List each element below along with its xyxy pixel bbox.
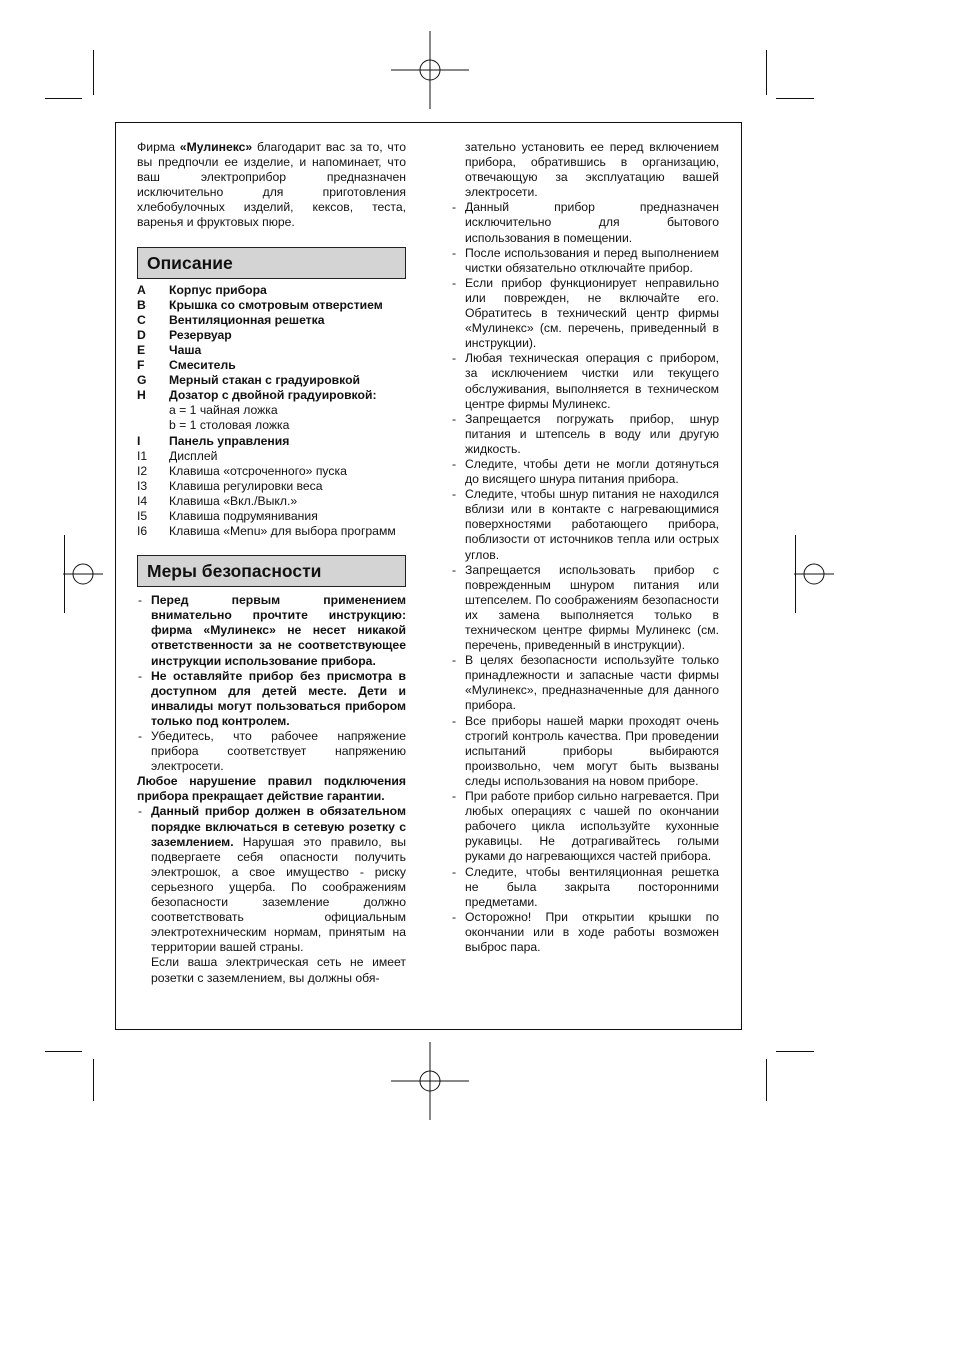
part-key: D: [137, 327, 146, 342]
list-item: - В целях безопасности используйте только принадлежности и запасные части фирмы «Мулинекс», предназначенные для данного прибора.: [451, 653, 719, 713]
part-label: Дозатор с двойной градуировкой:: [169, 388, 377, 403]
description-heading: Описание: [137, 247, 406, 279]
parts-item: [137, 358, 406, 373]
parts-item: [137, 388, 406, 403]
crop-mark: [93, 50, 94, 95]
part-key: I3: [137, 478, 148, 493]
parts-item: [137, 343, 406, 358]
parts-item: [137, 464, 406, 479]
registration-mark-icon: [391, 1042, 469, 1120]
list-item: - Следите, чтобы шнур питания не находился вблизи или в контакте с нагревающимися поверхностями работающего прибора, поблизости от источников тепла или острых углов.: [451, 487, 719, 562]
right-column: [451, 140, 719, 955]
warranty-warning: Любое нарушение правил подключения прибора прекращает действие гарантии.: [137, 774, 406, 804]
list-item: - Запрещается погружать прибор, шнур питания и штепсель в воду или другую жидкость.: [451, 412, 719, 457]
part-label: b = 1 столовая ложка: [169, 418, 290, 433]
list-item: - Любая техническая операция с прибором, за исключением чистки или текущего обслуживания, выполняется в техническом центре фирмы Мулинекс.: [451, 351, 719, 411]
list-item: [137, 669, 406, 729]
parts-item: [137, 283, 406, 298]
parts-item: [137, 449, 406, 464]
part-key: H: [137, 388, 146, 403]
crop-mark: [45, 98, 82, 99]
parts-item: [137, 373, 406, 388]
parts-item: [137, 509, 406, 524]
left-column: [137, 140, 406, 986]
parts-item: [137, 524, 406, 539]
part-key: I5: [137, 508, 148, 523]
part-label: Резервуар: [169, 327, 232, 342]
list-item: - Следите, чтобы вентиляционная решетка не была закрыта посторонними предметами.: [451, 865, 719, 910]
grounding-bold: Данный прибор должен в обязательном порядке включаться в сетевую розетку с заземлением.: [151, 804, 406, 849]
part-key: E: [137, 342, 146, 357]
parts-item: [137, 479, 406, 494]
intro-text: благодарит вас за то, что вы предпочли ее изделие, и напоминает, что ваш электроприбор предназначен исключительно для приготовления хлебобулочных изделий, кексов, теста, варенья и фруктовых пюре.: [137, 140, 406, 230]
grounding-continuation-tail: зательно установить ее перед включением прибора, обратившись в организацию, отвечающую за эксплуатацию вашей электросети.: [465, 140, 719, 200]
part-key: G: [137, 373, 147, 388]
part-label: Клавиша подрумянивания: [169, 508, 318, 523]
grounding-text: Нарушая это правило, вы подвергаете себя опасности получить электрошок, а свое имущество - риску серьезного ущерба. По соображениям безопасности заземление должно соответствовать официальным электротехническим нормам, принятым на территории вашей страны.: [151, 834, 406, 955]
list-item: - При работе прибор сильно нагревается. При любых операциях с чашей по окончании рабочего цикла используйте кухонные рукавицы. Не дотрагивайтесь голыми руками до нагревающихся частей прибора.: [451, 789, 719, 864]
part-label: Вентиляционная решетка: [169, 312, 325, 327]
part-label: Крышка со смотровым отверстием: [169, 297, 383, 312]
safety-list-right: [451, 140, 719, 955]
part-label: Клавиша «отсроченного» пуска: [169, 463, 347, 478]
list-item: - Запрещается использовать прибор с поврежденным шнуром питания или штепселем. По соображениям безопасности их замена выполняется только в техническом центре фирмы Мулинекс (см. перечень, приведенный в инструкции).: [451, 563, 719, 654]
list-item: [137, 729, 406, 774]
grounding-list: [137, 804, 406, 985]
page-frame: [115, 122, 742, 1030]
part-label: Клавиша регулировки веса: [169, 478, 323, 493]
parts-item: [137, 298, 406, 313]
crop-mark: [776, 1051, 814, 1052]
parts-item: [137, 313, 406, 328]
parts-list: [137, 283, 406, 540]
crop-mark: [93, 1059, 94, 1101]
safety-heading: Меры безопасности: [137, 555, 406, 587]
registration-mark-icon: [391, 31, 469, 109]
crop-mark: [776, 98, 814, 99]
list-item: [137, 804, 406, 955]
part-key: A: [137, 282, 146, 297]
parts-item: [137, 328, 406, 343]
list-item: - Данный прибор предназначен исключительно для бытового использования в помещении.: [451, 200, 719, 245]
parts-item: [137, 494, 406, 509]
part-label: Панель управления: [169, 433, 290, 448]
safety-text: Убедитесь, что рабочее напряжение прибора соответствует напряжению электросети.: [151, 729, 406, 774]
list-item: - Если прибор функционирует неправильно или поврежден, не включайте его. Обратитесь в технический центр фирмы «Мулинекс» (см. перечень, приведенный в инструкции).: [451, 276, 719, 351]
part-key: I1: [137, 448, 148, 463]
intro-prefix: Фирма: [137, 140, 180, 154]
brand-name: «Мулинекс»: [179, 140, 253, 154]
crop-mark: [45, 1051, 82, 1052]
grounding-continuation: Если ваша электрическая сеть не имеет розетки с заземлением, вы должны обя-: [151, 955, 406, 985]
safety-bold-text: Перед первым применением внимательно прочтите инструкцию: фирма «Мулинекс» не несет никакой ответственности за не соответствующее инструкции использование прибора.: [151, 593, 406, 668]
crop-mark: [766, 50, 767, 95]
safety-list-left: [137, 593, 406, 774]
part-label: a = 1 чайная ложка: [169, 403, 278, 418]
list-item: [137, 593, 406, 668]
part-label: Смеситель: [169, 358, 236, 373]
list-item: - Все приборы нашей марки проходят очень строгий контроль качества. При проведении испытаний приборы выбираются произвольно, чем могут быть вызваны следы использования на новом приборе.: [451, 714, 719, 789]
part-key: C: [137, 312, 146, 327]
parts-item: [137, 403, 406, 418]
list-item: - После использования и перед выполнением чистки обязательно отключайте прибор.: [451, 246, 719, 276]
parts-item: [137, 418, 406, 433]
safety-bold-text: Не оставляйте прибор без присмотра в доступном для детей месте. Дети и инвалиды могут пользоваться прибором только под контролем.: [151, 668, 406, 728]
list-item: [451, 140, 719, 200]
part-key: F: [137, 358, 145, 373]
part-key: I6: [137, 524, 148, 539]
part-key: I: [137, 433, 141, 448]
parts-item: [137, 434, 406, 449]
part-label: Корпус прибора: [169, 282, 267, 297]
list-item: [137, 955, 406, 985]
part-key: I4: [137, 493, 148, 508]
registration-mark-icon: [44, 535, 122, 613]
list-item: - Осторожно! При открытии крышки по окончании или в ходе работы возможен выброс пара.: [451, 910, 719, 955]
part-label: Чаша: [169, 342, 202, 357]
list-item: - Следите, чтобы дети не могли дотянуться до висящего шнура питания прибора.: [451, 457, 719, 487]
part-label: Мерный стакан с градуировкой: [169, 373, 361, 388]
part-key: B: [137, 297, 146, 312]
part-label: Дисплей: [169, 448, 218, 463]
registration-mark-icon: [775, 535, 853, 613]
part-label: Клавиша «Menu» для выбора программ: [169, 524, 396, 539]
crop-mark: [766, 1059, 767, 1101]
intro-paragraph: [137, 140, 406, 231]
part-key: I2: [137, 463, 148, 478]
part-label: Клавиша «Вкл./Выкл.»: [169, 493, 298, 508]
